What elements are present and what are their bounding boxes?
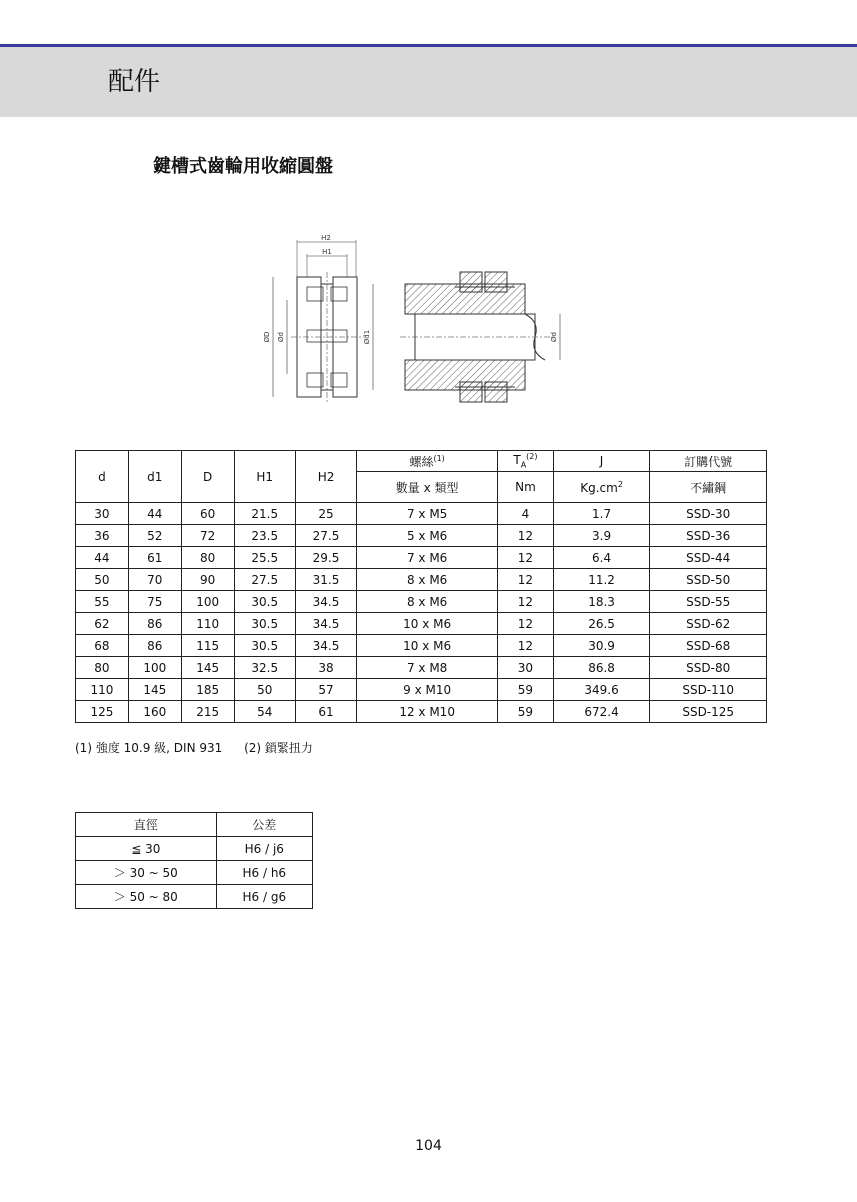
dim-od: ØD — [263, 331, 271, 343]
table-cell: 27.5 — [295, 525, 356, 547]
table-cell: 86 — [128, 613, 181, 635]
table-cell: SSD-30 — [650, 503, 767, 525]
table-cell: SSD-125 — [650, 701, 767, 723]
table-cell: 75 — [128, 591, 181, 613]
footnote-2: (2) 鎖緊扭力 — [244, 741, 313, 755]
table-cell: 29.5 — [295, 547, 356, 569]
tol-row — [76, 861, 313, 885]
footnotes — [75, 739, 331, 756]
table-cell: 12 — [498, 569, 554, 591]
col-D: D — [181, 451, 234, 503]
dim-odd: Ød — [277, 332, 285, 342]
table-cell: SSD-36 — [650, 525, 767, 547]
page-title: 配件 — [108, 67, 161, 97]
table-cell: 10 x M6 — [357, 635, 498, 657]
table-cell: 23.5 — [234, 525, 295, 547]
table-cell: 12 x M10 — [357, 701, 498, 723]
table-cell: 52 — [128, 525, 181, 547]
table-cell: 26.5 — [553, 613, 650, 635]
table-cell: 61 — [128, 547, 181, 569]
table-cell: SSD-62 — [650, 613, 767, 635]
table-row — [76, 591, 767, 613]
table-cell: 80 — [76, 657, 129, 679]
table-cell: 12 — [498, 547, 554, 569]
table-cell: 10 x M6 — [357, 613, 498, 635]
table-cell: 100 — [181, 591, 234, 613]
table-row — [76, 503, 767, 525]
table-cell: 145 — [181, 657, 234, 679]
spec-table — [75, 450, 767, 723]
table-cell: SSD-80 — [650, 657, 767, 679]
table-cell: 8 x M6 — [357, 569, 498, 591]
table-row — [76, 613, 767, 635]
col-screw: 螺絲$^{(1)}$ — [357, 451, 498, 472]
dim-h2: H2 — [321, 234, 331, 242]
table-cell: 38 — [295, 657, 356, 679]
col-d1: d1 — [128, 451, 181, 503]
table-cell: 30.5 — [234, 635, 295, 657]
table-cell: 3.9 — [553, 525, 650, 547]
tol-cell: ＞ 30 ~ 50 — [76, 861, 217, 885]
table-cell: 110 — [181, 613, 234, 635]
tol-cell: H6 / j6 — [216, 837, 312, 861]
technical-drawing — [255, 232, 575, 410]
tol-row — [76, 837, 313, 861]
table-cell: 61 — [295, 701, 356, 723]
table-cell: 7 x M6 — [357, 547, 498, 569]
table-cell: 30.5 — [234, 591, 295, 613]
col-ta: $T_A^{(2)}$ — [498, 451, 554, 472]
table-cell: 59 — [498, 679, 554, 701]
table-cell: 21.5 — [234, 503, 295, 525]
table-cell: 18.3 — [553, 591, 650, 613]
table-cell: 27.5 — [234, 569, 295, 591]
table-row — [76, 635, 767, 657]
table-cell: 72 — [181, 525, 234, 547]
table-cell: 50 — [76, 569, 129, 591]
table-cell: 34.5 — [295, 635, 356, 657]
table-cell: 1.7 — [553, 503, 650, 525]
table-row — [76, 657, 767, 679]
table-cell: 12 — [498, 525, 554, 547]
table-cell: 55 — [76, 591, 129, 613]
table-cell: 185 — [181, 679, 234, 701]
table-cell: 60 — [181, 503, 234, 525]
table-cell: 125 — [76, 701, 129, 723]
table-cell: SSD-55 — [650, 591, 767, 613]
header-band — [0, 44, 857, 117]
table-cell: 50 — [234, 679, 295, 701]
table-cell: 59 — [498, 701, 554, 723]
table-cell: 44 — [76, 547, 129, 569]
tol-cell: H6 / h6 — [216, 861, 312, 885]
table-cell: SSD-44 — [650, 547, 767, 569]
table-cell: SSD-68 — [650, 635, 767, 657]
table-cell: 62 — [76, 613, 129, 635]
table-row — [76, 679, 767, 701]
table-cell: 30 — [76, 503, 129, 525]
tol-cell: H6 / g6 — [216, 885, 312, 909]
table-cell: 44 — [128, 503, 181, 525]
table-cell: 115 — [181, 635, 234, 657]
table-cell: 68 — [76, 635, 129, 657]
tol-col-diameter: 直徑 — [76, 813, 217, 837]
tol-row — [76, 885, 313, 909]
table-cell: 12 — [498, 613, 554, 635]
table-cell: 34.5 — [295, 591, 356, 613]
footnote-1: (1) 強度 10.9 級, DIN 931 — [75, 741, 223, 755]
table-cell: 215 — [181, 701, 234, 723]
table-cell: 672.4 — [553, 701, 650, 723]
dim-od1: Ød1 — [363, 329, 371, 345]
col-d: d — [76, 451, 129, 503]
table-cell: 30.5 — [234, 613, 295, 635]
table-cell: 86 — [128, 635, 181, 657]
table-cell: 349.6 — [553, 679, 650, 701]
table-cell: 9 x M10 — [357, 679, 498, 701]
col-order-sub: 不繡鋼 — [650, 472, 767, 503]
table-cell: 36 — [76, 525, 129, 547]
table-cell: 11.2 — [553, 569, 650, 591]
page-number: 104 — [415, 1138, 442, 1154]
table-cell: 32.5 — [234, 657, 295, 679]
col-h2: H2 — [295, 451, 356, 503]
col-order: 訂購代號 — [650, 451, 767, 472]
table-cell: SSD-50 — [650, 569, 767, 591]
tol-col-tolerance: 公差 — [216, 813, 312, 837]
table-cell: 12 — [498, 591, 554, 613]
table-cell: 100 — [128, 657, 181, 679]
table-cell: 57 — [295, 679, 356, 701]
table-cell: 5 x M6 — [357, 525, 498, 547]
table-cell: 80 — [181, 547, 234, 569]
dim-h1: H1 — [322, 248, 332, 256]
table-cell: 30 — [498, 657, 554, 679]
tol-cell: ＞ 50 ~ 80 — [76, 885, 217, 909]
table-cell: 110 — [76, 679, 129, 701]
table-row — [76, 525, 767, 547]
table-cell: 6.4 — [553, 547, 650, 569]
dim-od-right: Ød — [550, 332, 558, 342]
table-row — [76, 547, 767, 569]
section-title: 鍵槽式齒輪用收縮圓盤 — [153, 156, 333, 177]
table-cell: 30.9 — [553, 635, 650, 657]
tol-cell: ≦ 30 — [76, 837, 217, 861]
table-cell: 8 x M6 — [357, 591, 498, 613]
col-ta-sub: Nm — [498, 472, 554, 503]
table-cell: 7 x M8 — [357, 657, 498, 679]
col-screw-sub: 數量 x 類型 — [357, 472, 498, 503]
table-cell: 12 — [498, 635, 554, 657]
col-j-sub: $Kg.cm^2$ — [553, 472, 650, 503]
table-row — [76, 701, 767, 723]
table-cell: 25.5 — [234, 547, 295, 569]
table-cell: 90 — [181, 569, 234, 591]
col-j: J — [553, 451, 650, 472]
table-cell: 160 — [128, 701, 181, 723]
table-cell: 145 — [128, 679, 181, 701]
table-cell: 4 — [498, 503, 554, 525]
tolerance-table — [75, 812, 313, 909]
table-cell: SSD-110 — [650, 679, 767, 701]
table-cell: 86.8 — [553, 657, 650, 679]
table-cell: 25 — [295, 503, 356, 525]
table-row — [76, 569, 767, 591]
table-cell: 54 — [234, 701, 295, 723]
col-h1: H1 — [234, 451, 295, 503]
table-cell: 34.5 — [295, 613, 356, 635]
table-cell: 7 x M5 — [357, 503, 498, 525]
table-cell: 70 — [128, 569, 181, 591]
table-cell: 31.5 — [295, 569, 356, 591]
